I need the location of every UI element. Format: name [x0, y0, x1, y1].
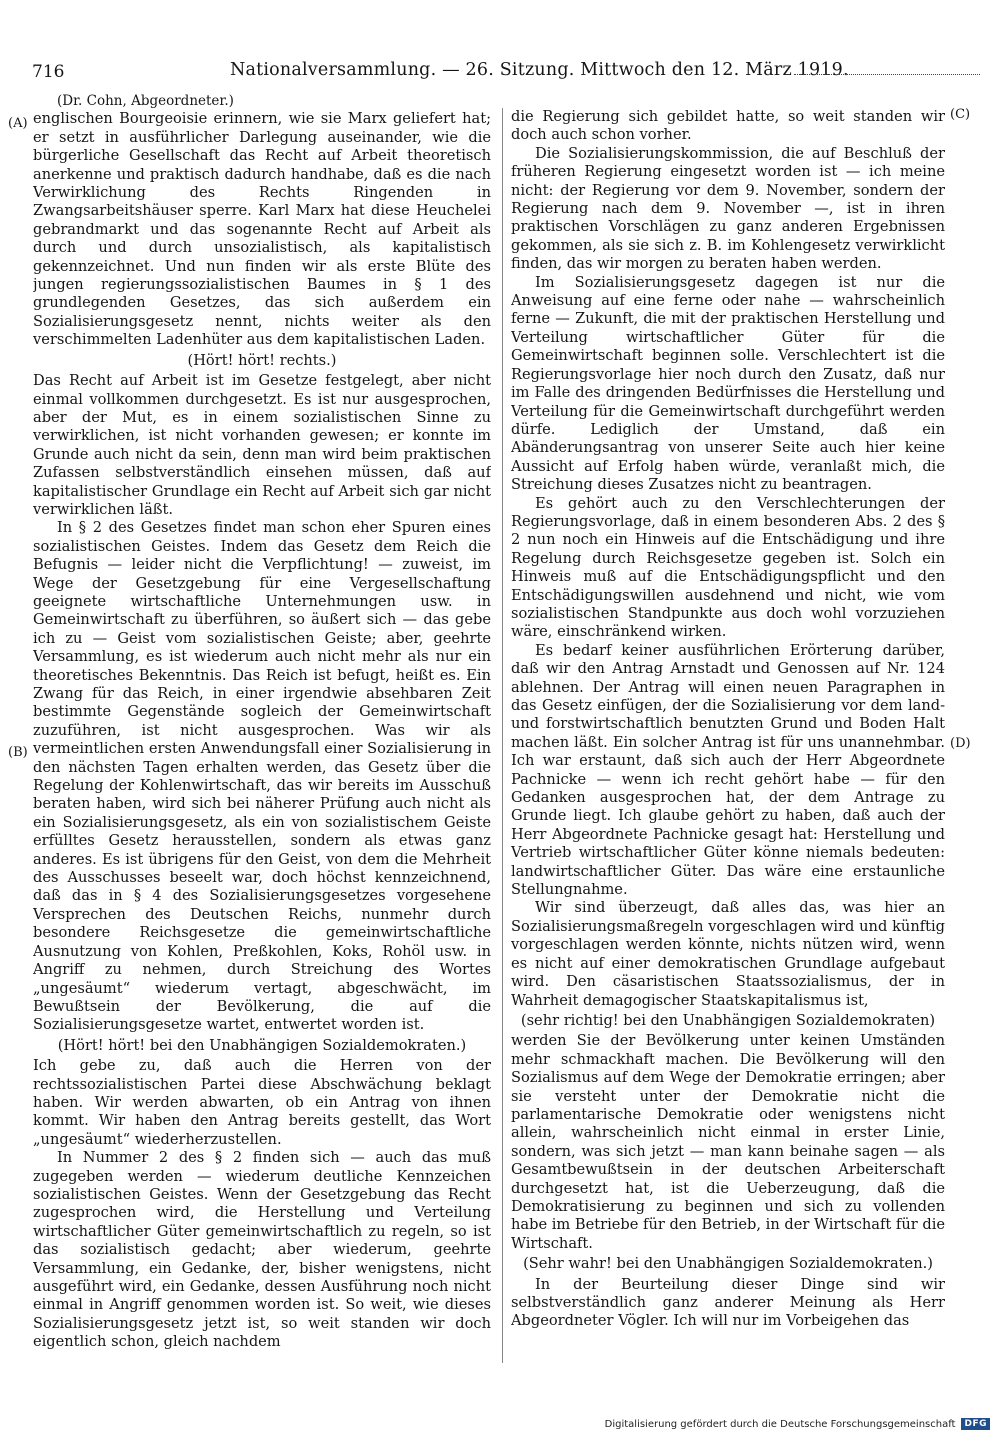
page-header — [32, 60, 980, 86]
paragraph: In der Beurteilung dieser Dinge sind wir selbstverständlich ganz anderer Meinung als Herr Abgeordneter Vögler. Ich will nur im Vorbeigehen das — [511, 1275, 945, 1330]
paragraph: In § 2 des Gesetzes findet man schon eher Spuren eines sozialistischen Geistes. Indem das Gesetz dem Reich die Befugnis — leider nicht die Verpflichtung! — zuweist, im Wege der Gesetzgebung für eine Vergesellschaftung geeignete wirtschaftliche Unternehmungen usw. in Gemeinwirtschaft zu überführen, so äußert sich — das gebe ich zu — Geist vom sozialistischen Geiste; aber, geehrte Versammlung, es ist wiederum auch nicht mehr als nur ein theoretisches Bekenntnis. Das Reich ist befugt, heißt es. Ein Zwang für das Reich, in einer irgendwie absehbaren Zeit bestimmte Gegenstände sogleich der Gemeinwirtschaft zuzuführen, ist nicht ausgesprochen. Was wir als vermeintlichen ersten Anwendungsfall einer Sozialisierung in den nächsten Tagen erhalten werden, das Gesetz über die Regelung der Kohlenwirtschaft, das wir bereits im Ausschuß beraten haben, wird sich bei näherer Prüfung auch nicht als ein Sozialisierungsgesetz, als ein von sozialistischem Geiste erfülltes Gesetz herausstellen, sondern als etwas ganz anderes. Es ist übrigens für den Geist, von dem die Mehrheit des Ausschusses beseelt war, doch höchst kennzeichnend, daß das in § 4 des Sozialisierungsgesetzes vorgesehene Versprechen des Deutschen Reichs, nunmehr durch besondere Reichsgesetze die gemeinwirtschaftliche Ausnutzung von Kohlen, Preßkohlen, Koks, Rohöl usw. in Angriff zu nehmen, durch Streichung des Wortes „ungesäumt“ wiederum vertagt, abgeschwächt, im Bewußtsein der Bevölkerung, die auf die Sozialisierungsgesetze wartet, entwertet worden ist. — [33, 519, 491, 1034]
interjection: (sehr richtig! bei den Unabhängigen Sozialdemokraten) — [520, 1011, 936, 1029]
paragraph: Im Sozialisierungsgesetz dagegen ist nur die Anweisung auf eine ferne oder nahe — wahrscheinlich ferne — Zukunft, die mit der praktischen Herstellung und Verteilung wirtschaftlicher Güter für die Gemeinwirtschaft beginnen solle. Verschlechtert ist die Regierungsvorlage hier noch durch den Zusatz, daß nur im Falle des dringenden Bedürfnisses die Herstellung und Verteilung für die Gemeinwirtschaft durchgeführt werden dürfe. Lediglich der Umstand, daß ein Abänderungsantrag von unserer Seite auch hier keine Aussicht auf Erfolg haben würde, veranlaßt mich, die Streichung dieses Zusatzes nicht zu beantragen. — [511, 273, 945, 494]
paragraph: Es bedarf keiner ausführlichen Erörterung darüber, daß wir den Antrag Arnstadt und Genossen auf Nr. 124 ablehnen. Der Antrag will einen neuen Paragraphen in das Gesetz einfügen, der die Sozialisierung vor dem land- und forstwirtschaftlich benutzten Grund und Boden Halt machen läßt. Ein solcher Antrag ist für uns unannehmbar. Ich war erstaunt, daß sich auch der Herr Abgeordnete Pachnicke — wenn ich recht gehört habe — für den Gedanken ausgesprochen hat, der dem Antrage zu Grunde liegt. Ich glaube gehört zu haben, daß auch der Herr Abgeordnete Pachnicke gesagt hat: Herstellung und Vertrieb wirtschaftlicher Güter könne niemals bedeuten: landwirtschaftlicher Güter. Das wäre eine erstaunliche Stellungnahme. — [511, 641, 945, 899]
footer-text: Digitalisierung gefördert durch die Deutsche Forschungsgemeinschaft — [604, 1418, 956, 1430]
interjection: (Hört! hört! bei den Unabhängigen Sozialdemokraten.) — [57, 1036, 467, 1054]
right-column — [511, 108, 945, 1368]
paragraph: Die Sozialisierungskommission, die auf Beschluß der früheren Regierung eingesetzt worden ist — ich meine nicht: der Regierung vor dem 9. November, sondern der Regierung nach dem 9. November —, ist in ihren praktischen Vorschlägen zu ganz anderen Ergebnissen gekommen, als sie sich z. B. im Kohlengesetz verwirklicht finden, das wir morgen zu beraten haben werden. — [511, 144, 945, 273]
interjection: (Hört! hört! rechts.) — [187, 351, 337, 369]
interjection: (Sehr wahr! bei den Unabhängigen Sozialdemokraten.) — [523, 1255, 933, 1273]
paragraph: Wir sind überzeugt, daß alles das, was hier an Sozialisierungsmaßregeln vorgeschlagen wird und künftig vorgeschlagen werden könnte, nichts nützen wird, wenn es nicht auf einer demokratischen Grundlage aufgebaut wird. Den cäsaristischen Staatssozialismus, der in Wahrheit demagogischer Staatskapitalismus ist, — [511, 899, 945, 1009]
paragraph: werden Sie der Bevölkerung unter keinen Umständen mehr schmackhaft machen. Die Bevölkerung will den Sozialismus auf dem Wege der Demokratie erringen; aber sie versteht unter der Demokratie nicht die parlamentarische Demokratie oder wenigstens nicht allein, wahrscheinlich nicht einmal in erster Linie, sondern, was sich jetzt — man kann beinahe sagen — als Gesamtbewußtsein in der deutschen Arbeiterschaft durchgesetzt hat, ist die Ueberzeugung, daß die Demokratisierung zu beginnen und sich zu vollenden habe im Betriebe für den Betrieb, in der Wirtschaft für die Wirtschaft. — [511, 1032, 945, 1252]
digitization-footer — [605, 1418, 990, 1430]
page-number: 716 — [32, 62, 65, 82]
margin-mark-b: (B) — [8, 745, 28, 760]
paragraph: In Nummer 2 des § 2 finden sich — auch das muß zugegeben werden — wiederum deutliche Kennzeichen sozialistischen Geistes. Wenn der Gesetzgebung das Recht zugesprochen wird, die Herstellung und Verteilung wirtschaftlicher Güter gemeinwirtschaftlich zu regeln, so ist das sozialistisch gedacht; aber wiederum, geehrte Versammlung, ein Gedanke, der, bisher wenigstens, nicht ausgeführt wird, ein Gedanke, dessen Ausführung noch nicht einmal in Angriff genommen worden ist. So weit, wie dieses Sozialisierungsgesetz jetzt ist, so weit standen wir doch eigentlich schon, gleich nachdem — [33, 1149, 491, 1351]
paragraph: Ich gebe zu, daß auch die Herren von der rechtssozialistischen Partei diese Abschwächung beklagt haben. Wir werden abwarten, ob ein Antrag von ihnen kommt. Wir haben den Antrag bereits gestellt, das Wort „ungesäumt“ wiederherzustellen. — [33, 1057, 491, 1148]
dfg-logo-icon: DFG — [961, 1418, 990, 1430]
header-dotted-rule — [794, 74, 980, 75]
left-column — [33, 92, 491, 1374]
paragraph: die Regierung sich gebildet hatte, so weit standen wir doch auch schon vorher. — [511, 108, 945, 144]
running-title: Nationalversammlung. — 26. Sitzung. Mittwoch den 12. März 1919. — [230, 60, 849, 80]
margin-mark-c: (C) — [950, 107, 971, 122]
margin-mark-a: (A) — [8, 116, 28, 131]
paragraph: Das Recht auf Arbeit ist im Gesetze festgelegt, aber nicht einmal vollkommen durchgesetzt. Es ist nur ausgesprochen, aber der Mut, es in einem sozialistischen Sinne zu verwirklichen, ist nicht vorhanden gewesen; er konnte im Grunde auch nicht da sein, denn man wird beim praktischen Zufassen selbstverständlich einsehen müssen, daß auf kapitalistischer Grundlage ein Recht auf Arbeit sich gar nicht verwirklichen läßt. — [33, 372, 491, 518]
column-divider — [502, 108, 503, 1363]
margin-mark-d: (D) — [950, 736, 971, 751]
speaker-label: (Dr. Cohn, Abgeordneter.) — [57, 93, 234, 109]
paragraph: englischen Bourgeoisie erinnern, wie sie Marx geliefert hat; er setzt in ausführlicher Darlegung auseinander, wie die bürgerliche Gesellschaft das Recht auf Arbeit theoretisch anerkenne und praktisch dadurch handhabe, daß es die nach Verwirklichung des Rechts Ringenden in Zwangsarbeitshäuser sperre. Karl Marx hat diese Heuchelei gebrandmarkt und das sogenannte Recht auf Arbeit als durch und durch unsozialistisch, als kapitalistisch gekennzeichnet. Und nun finden wir als erste Blüte des jungen regierungssozialistischen Baumes in § 1 des grundlegenden Gesetzes, das sich außerdem ein Sozialisierungsgesetz nennt, nichts weiter als den verschimmelten Ladenhüter aus dem kapitalistischen Laden. — [33, 110, 491, 349]
paragraph: Es gehört auch zu den Verschlechterungen der Regierungsvorlage, daß in einem besonderen Abs. 2 des § 2 nun noch ein Hinweis auf die Entschädigung und ihre Regelung durch Reichsgesetze gegeben ist. Solch ein Hinweis muß auf die Entschädigungspflicht und den Entschädigungswillen ausdehnend und nicht, wie vom sozialistischen Standpunkte aus doch wohl vorzuziehen wäre, einschränkend wirken. — [511, 494, 945, 641]
